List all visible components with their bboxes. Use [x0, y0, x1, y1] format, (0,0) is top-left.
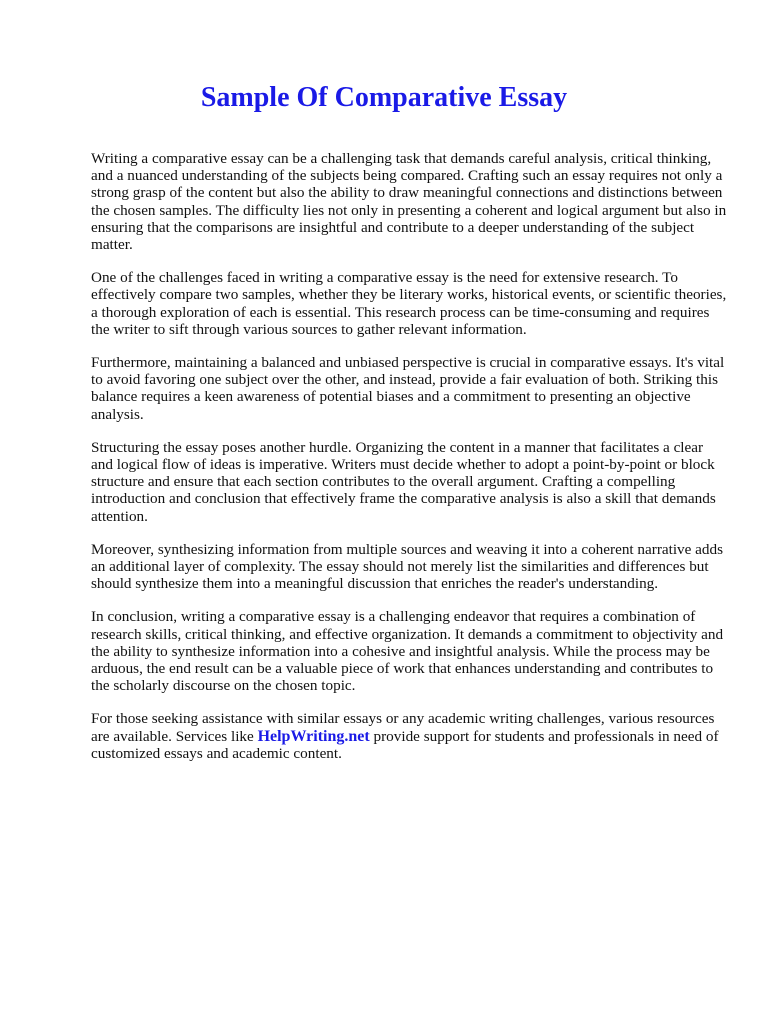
closing-text-before-link: For those seeking assistance with similar essays or any academic writing challenges, various resources are available. Services like: [91, 710, 715, 745]
closing-text-after-link: provide support for students and professionals in need of customized essays and academic content.: [91, 727, 719, 762]
paragraph-synthesis: Moreover, synthesizing information from multiple sources and weaving it into a coherent narrative adds an additional layer of complexity. The essay should not merely list the similarities and differences but should synthesize them into a meaningful discussion that enriches the reader's understanding.: [91, 540, 724, 593]
paragraph-closing: [91, 710, 728, 762]
paragraph-balance: Furthermore, maintaining a balanced and unbiased perspective is crucial in comparative essays. It's vital to avoid favoring one subject over the other, and instead, provide a fair evaluation of both. Striking this balance requires a keen awareness of potential biases and a commitment to presenting an objective analysis.: [91, 354, 725, 423]
paragraph-conclusion: In conclusion, writing a comparative essay is a challenging endeavor that requires a combination of research skills, critical thinking, and effective organization. It demands a commitment to objectivity and the ability to synthesize information into a cohesive and insightful analysis. While the process may be arduous, the end result can be a valuable piece of work that enhances understanding and contributes to the scholarly discourse on the chosen topic.: [91, 608, 724, 695]
helpwriting-link[interactable]: HelpWriting.net: [257, 727, 370, 745]
paragraph-structure: Structuring the essay poses another hurdle. Organizing the content in a manner that facilitates a clear and logical flow of ideas is imperative. Writers must decide whether to adopt a point-by-point or block structure and ensure that each section contributes to the overall argument. Crafting a compelling introduction and conclusion that effectively frame the comparative analysis is also a skill that demands attention.: [91, 438, 716, 525]
document-title: Sample Of Comparative Essay: [200, 82, 568, 113]
paragraph-intro: Writing a comparative essay can be a challenging task that demands careful analysis, critical thinking, and a nuanced understanding of the subjects being compared. Crafting such an essay requires not only a strong grasp of the content but also the ability to draw meaningful connections and distinctions between the chosen samples. The difficulty lies not only in presenting a coherent and logical argument but also in ensuring that the comparisons are insightful and contribute to a deeper understanding of the subject matter.: [91, 150, 727, 254]
paragraph-research: One of the challenges faced in writing a comparative essay is the need for extensive research. To effectively compare two samples, whether they be literary works, historical events, or scientific theories, a thorough exploration of each is essential. This research process can be time-consuming and requires the writer to sift through various sources to gather relevant information.: [91, 269, 727, 338]
